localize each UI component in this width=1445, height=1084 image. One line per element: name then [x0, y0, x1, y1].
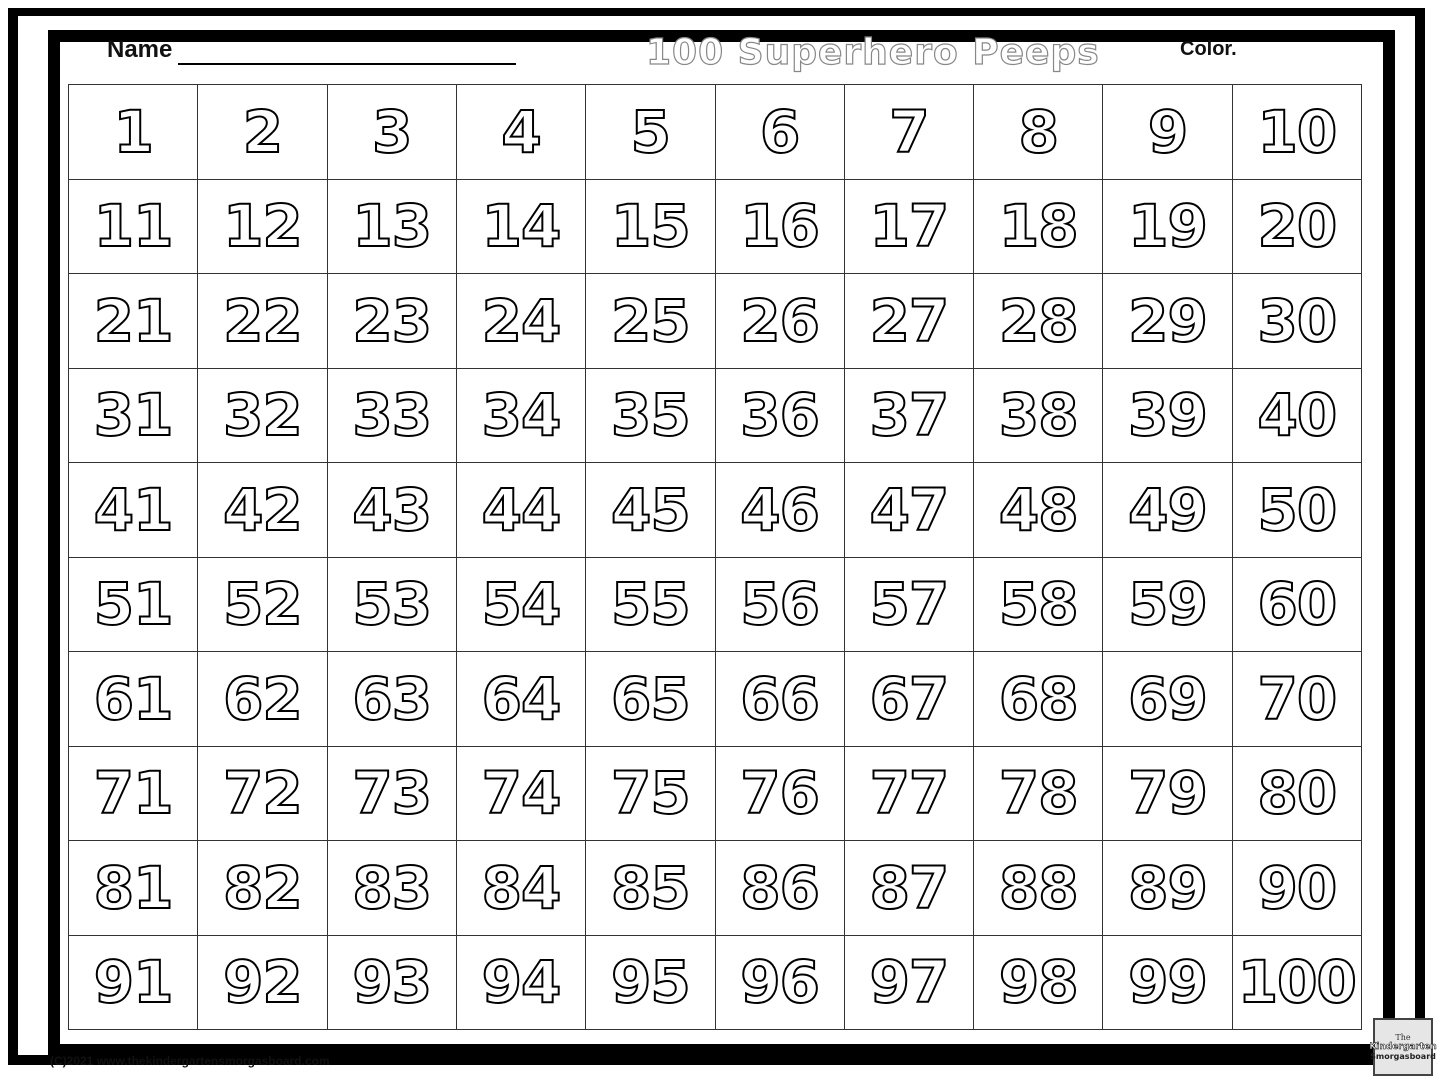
- grid-cell: [1103, 652, 1232, 747]
- number-label: 35: [610, 381, 690, 450]
- grid-cell: [1233, 652, 1362, 747]
- name-write-line: [178, 63, 516, 65]
- number-label: 34: [481, 381, 561, 450]
- number-label: 99: [1128, 948, 1207, 1017]
- number-label: 19: [1128, 192, 1207, 261]
- number-label: 1: [113, 97, 153, 166]
- number-label: 31: [93, 381, 173, 450]
- number-label: 32: [223, 381, 302, 450]
- grid-cell: [1233, 936, 1362, 1031]
- logo-line-2: Kindergarten: [1369, 1042, 1437, 1052]
- grid-cell: [457, 936, 586, 1031]
- grid-cell: [716, 936, 845, 1031]
- grid-cell: [457, 180, 586, 275]
- grid-cell: [328, 652, 457, 747]
- number-label: 7: [889, 97, 929, 166]
- grid-cell: [457, 85, 586, 180]
- number-label: 47: [869, 475, 949, 544]
- grid-cell: [586, 841, 715, 936]
- number-label: 28: [998, 286, 1078, 355]
- grid-cell: [1233, 558, 1362, 653]
- grid-cell: [328, 85, 457, 180]
- number-label: 61: [93, 664, 173, 733]
- number-label: 26: [740, 286, 819, 355]
- logo-line-3: Smorgasboard: [1370, 1052, 1436, 1061]
- grid-cell: [845, 274, 974, 369]
- number-label: 46: [740, 475, 819, 544]
- number-label: 94: [481, 948, 561, 1017]
- number-label: 43: [352, 475, 432, 544]
- number-label: 72: [223, 759, 302, 828]
- hundred-chart-grid: [68, 84, 1362, 1030]
- number-label: 42: [223, 475, 302, 544]
- grid-cell: [586, 463, 715, 558]
- number-label: 20: [1257, 192, 1337, 261]
- grid-cell: [1103, 841, 1232, 936]
- grid-cell: [716, 463, 845, 558]
- grid-cell: [1103, 180, 1232, 275]
- number-label: 33: [352, 381, 432, 450]
- number-label: 27: [869, 286, 949, 355]
- grid-cell: [198, 85, 327, 180]
- grid-cell: [69, 841, 198, 936]
- number-label: 51: [93, 570, 173, 639]
- number-label: 21: [93, 286, 173, 355]
- number-label: 87: [869, 853, 949, 922]
- grid-cell: [198, 369, 327, 464]
- grid-cell: [1103, 747, 1232, 842]
- color-label: Color.: [1180, 38, 1237, 60]
- grid-cell: [1103, 274, 1232, 369]
- grid-cell: [1103, 369, 1232, 464]
- number-label: 24: [481, 286, 561, 355]
- number-label: 37: [869, 381, 949, 450]
- number-label: 78: [998, 759, 1078, 828]
- grid-cell: [716, 369, 845, 464]
- number-label: 41: [93, 475, 173, 544]
- number-label: 6: [759, 97, 800, 166]
- number-label: 58: [998, 570, 1078, 639]
- grid-cell: [328, 463, 457, 558]
- grid-cell: [586, 274, 715, 369]
- grid-cell: [198, 463, 327, 558]
- grid-cell: [457, 463, 586, 558]
- number-label: 60: [1257, 570, 1337, 639]
- number-label: 55: [610, 570, 690, 639]
- number-label: 8: [1018, 97, 1058, 166]
- number-label: 25: [610, 286, 690, 355]
- grid-cell: [69, 936, 198, 1031]
- grid-cell: [457, 558, 586, 653]
- grid-cell: [845, 369, 974, 464]
- number-label: 11: [93, 192, 173, 261]
- number-label: 38: [998, 381, 1078, 450]
- number-label: 96: [740, 948, 819, 1017]
- number-label: 49: [1128, 475, 1207, 544]
- grid-cell: [586, 85, 715, 180]
- grid-cell: [586, 652, 715, 747]
- grid-cell: [457, 747, 586, 842]
- number-label: 71: [93, 759, 173, 828]
- number-label: 62: [223, 664, 302, 733]
- grid-cell: [69, 747, 198, 842]
- grid-cell: [457, 841, 586, 936]
- copyright-footer: (C)2021 www.thekindergartensmorgasboard.com: [50, 1054, 330, 1068]
- number-label: 53: [352, 570, 432, 639]
- grid-cell: [974, 558, 1103, 653]
- number-label: 59: [1128, 570, 1207, 639]
- grid-cell: [198, 747, 327, 842]
- grid-cell: [1103, 558, 1232, 653]
- grid-cell: [328, 841, 457, 936]
- grid-cell: [69, 180, 198, 275]
- number-label: 45: [610, 475, 690, 544]
- number-label: 4: [501, 97, 541, 166]
- grid-cell: [457, 274, 586, 369]
- brand-logo: [1369, 1018, 1437, 1076]
- number-label: 82: [223, 853, 302, 922]
- number-label: 100: [1237, 948, 1356, 1017]
- number-label: 91: [93, 948, 173, 1017]
- grid-cell: [974, 652, 1103, 747]
- grid-cell: [69, 274, 198, 369]
- grid-cell: [974, 936, 1103, 1031]
- number-label: 48: [998, 475, 1078, 544]
- number-label: 81: [93, 853, 173, 922]
- grid-cell: [198, 180, 327, 275]
- number-label: 5: [630, 97, 671, 166]
- grid-cell: [198, 841, 327, 936]
- grid-cell: [586, 558, 715, 653]
- number-label: 29: [1128, 286, 1207, 355]
- number-label: 13: [352, 192, 432, 261]
- grid-cell: [716, 274, 845, 369]
- number-label: 64: [481, 664, 561, 733]
- number-label: 2: [242, 97, 283, 166]
- number-label: 66: [740, 664, 819, 733]
- grid-cell: [328, 274, 457, 369]
- grid-cell: [974, 747, 1103, 842]
- number-label: 76: [740, 759, 819, 828]
- number-label: 44: [481, 475, 561, 544]
- number-label: 39: [1128, 381, 1207, 450]
- number-label: 83: [352, 853, 432, 922]
- grid-cell: [198, 652, 327, 747]
- grid-cell: [69, 652, 198, 747]
- number-label: 95: [610, 948, 690, 1017]
- grid-cell: [974, 463, 1103, 558]
- number-label: 50: [1257, 475, 1337, 544]
- number-label: 3: [372, 97, 412, 166]
- number-label: 86: [740, 853, 819, 922]
- number-label: 77: [869, 759, 949, 828]
- grid-cell: [69, 85, 198, 180]
- grid-cell: [1233, 85, 1362, 180]
- grid-cell: [328, 180, 457, 275]
- grid-cell: [1233, 369, 1362, 464]
- number-label: 90: [1257, 853, 1337, 922]
- number-label: 23: [352, 286, 432, 355]
- grid-cell: [845, 85, 974, 180]
- number-label: 56: [740, 570, 819, 639]
- number-label: 30: [1257, 286, 1337, 355]
- number-label: 68: [998, 664, 1078, 733]
- grid-cell: [1233, 747, 1362, 842]
- number-label: 98: [998, 948, 1078, 1017]
- number-label: 85: [610, 853, 690, 922]
- number-label: 74: [481, 759, 561, 828]
- number-label: 10: [1257, 97, 1337, 166]
- logo-line-1: The: [1395, 1033, 1411, 1042]
- grid-cell: [198, 936, 327, 1031]
- grid-cell: [586, 747, 715, 842]
- number-label: 65: [610, 664, 690, 733]
- grid-cell: [845, 747, 974, 842]
- number-label: 36: [740, 381, 819, 450]
- number-label: 54: [481, 570, 561, 639]
- number-label: 12: [223, 192, 302, 261]
- number-label: 69: [1128, 664, 1207, 733]
- page-title: 100 Superhero Peeps: [646, 32, 1100, 73]
- grid-cell: [845, 841, 974, 936]
- grid-cell: [1103, 85, 1232, 180]
- number-label: 80: [1257, 759, 1337, 828]
- grid-cell: [716, 558, 845, 653]
- grid-cell: [69, 463, 198, 558]
- number-label: 75: [610, 759, 690, 828]
- number-label: 9: [1147, 97, 1188, 166]
- number-label: 15: [610, 192, 690, 261]
- number-label: 17: [869, 192, 949, 261]
- grid-cell: [1103, 936, 1232, 1031]
- number-label: 40: [1257, 381, 1337, 450]
- grid-cell: [69, 369, 198, 464]
- grid-cell: [1233, 274, 1362, 369]
- grid-cell: [69, 558, 198, 653]
- grid-cell: [328, 936, 457, 1031]
- number-label: 79: [1128, 759, 1207, 828]
- grid-cell: [716, 652, 845, 747]
- grid-cell: [586, 180, 715, 275]
- name-label: Name: [107, 36, 173, 63]
- grid-cell: [716, 85, 845, 180]
- grid-cell: [974, 369, 1103, 464]
- number-label: 88: [998, 853, 1078, 922]
- number-label: 16: [740, 192, 819, 261]
- number-label: 52: [223, 570, 302, 639]
- number-label: 63: [352, 664, 432, 733]
- grid-cell: [1103, 463, 1232, 558]
- grid-cell: [198, 274, 327, 369]
- grid-cell: [974, 274, 1103, 369]
- grid-cell: [716, 180, 845, 275]
- grid-cell: [716, 747, 845, 842]
- grid-cell: [1233, 841, 1362, 936]
- number-label: 22: [223, 286, 302, 355]
- number-label: 18: [998, 192, 1078, 261]
- grid-cell: [198, 558, 327, 653]
- grid-cell: [1233, 463, 1362, 558]
- number-label: 67: [869, 664, 949, 733]
- grid-cell: [845, 936, 974, 1031]
- number-label: 84: [481, 853, 561, 922]
- grid-cell: [974, 841, 1103, 936]
- number-label: 73: [352, 759, 432, 828]
- number-label: 97: [869, 948, 949, 1017]
- grid-cell: [845, 180, 974, 275]
- grid-cell: [845, 652, 974, 747]
- number-label: 93: [352, 948, 432, 1017]
- number-label: 57: [869, 570, 949, 639]
- grid-cell: [328, 558, 457, 653]
- grid-cell: [716, 841, 845, 936]
- grid-cell: [457, 369, 586, 464]
- grid-cell: [586, 936, 715, 1031]
- number-label: 92: [223, 948, 302, 1017]
- grid-cell: [845, 463, 974, 558]
- grid-cell: [1233, 180, 1362, 275]
- grid-cell: [457, 652, 586, 747]
- number-label: 89: [1128, 853, 1207, 922]
- grid-cell: [845, 558, 974, 653]
- grid-cell: [586, 369, 715, 464]
- grid-cell: [974, 180, 1103, 275]
- grid-cell: [328, 369, 457, 464]
- grid-cell: [974, 85, 1103, 180]
- number-label: 14: [481, 192, 561, 261]
- number-label: 70: [1257, 664, 1337, 733]
- grid-cell: [328, 747, 457, 842]
